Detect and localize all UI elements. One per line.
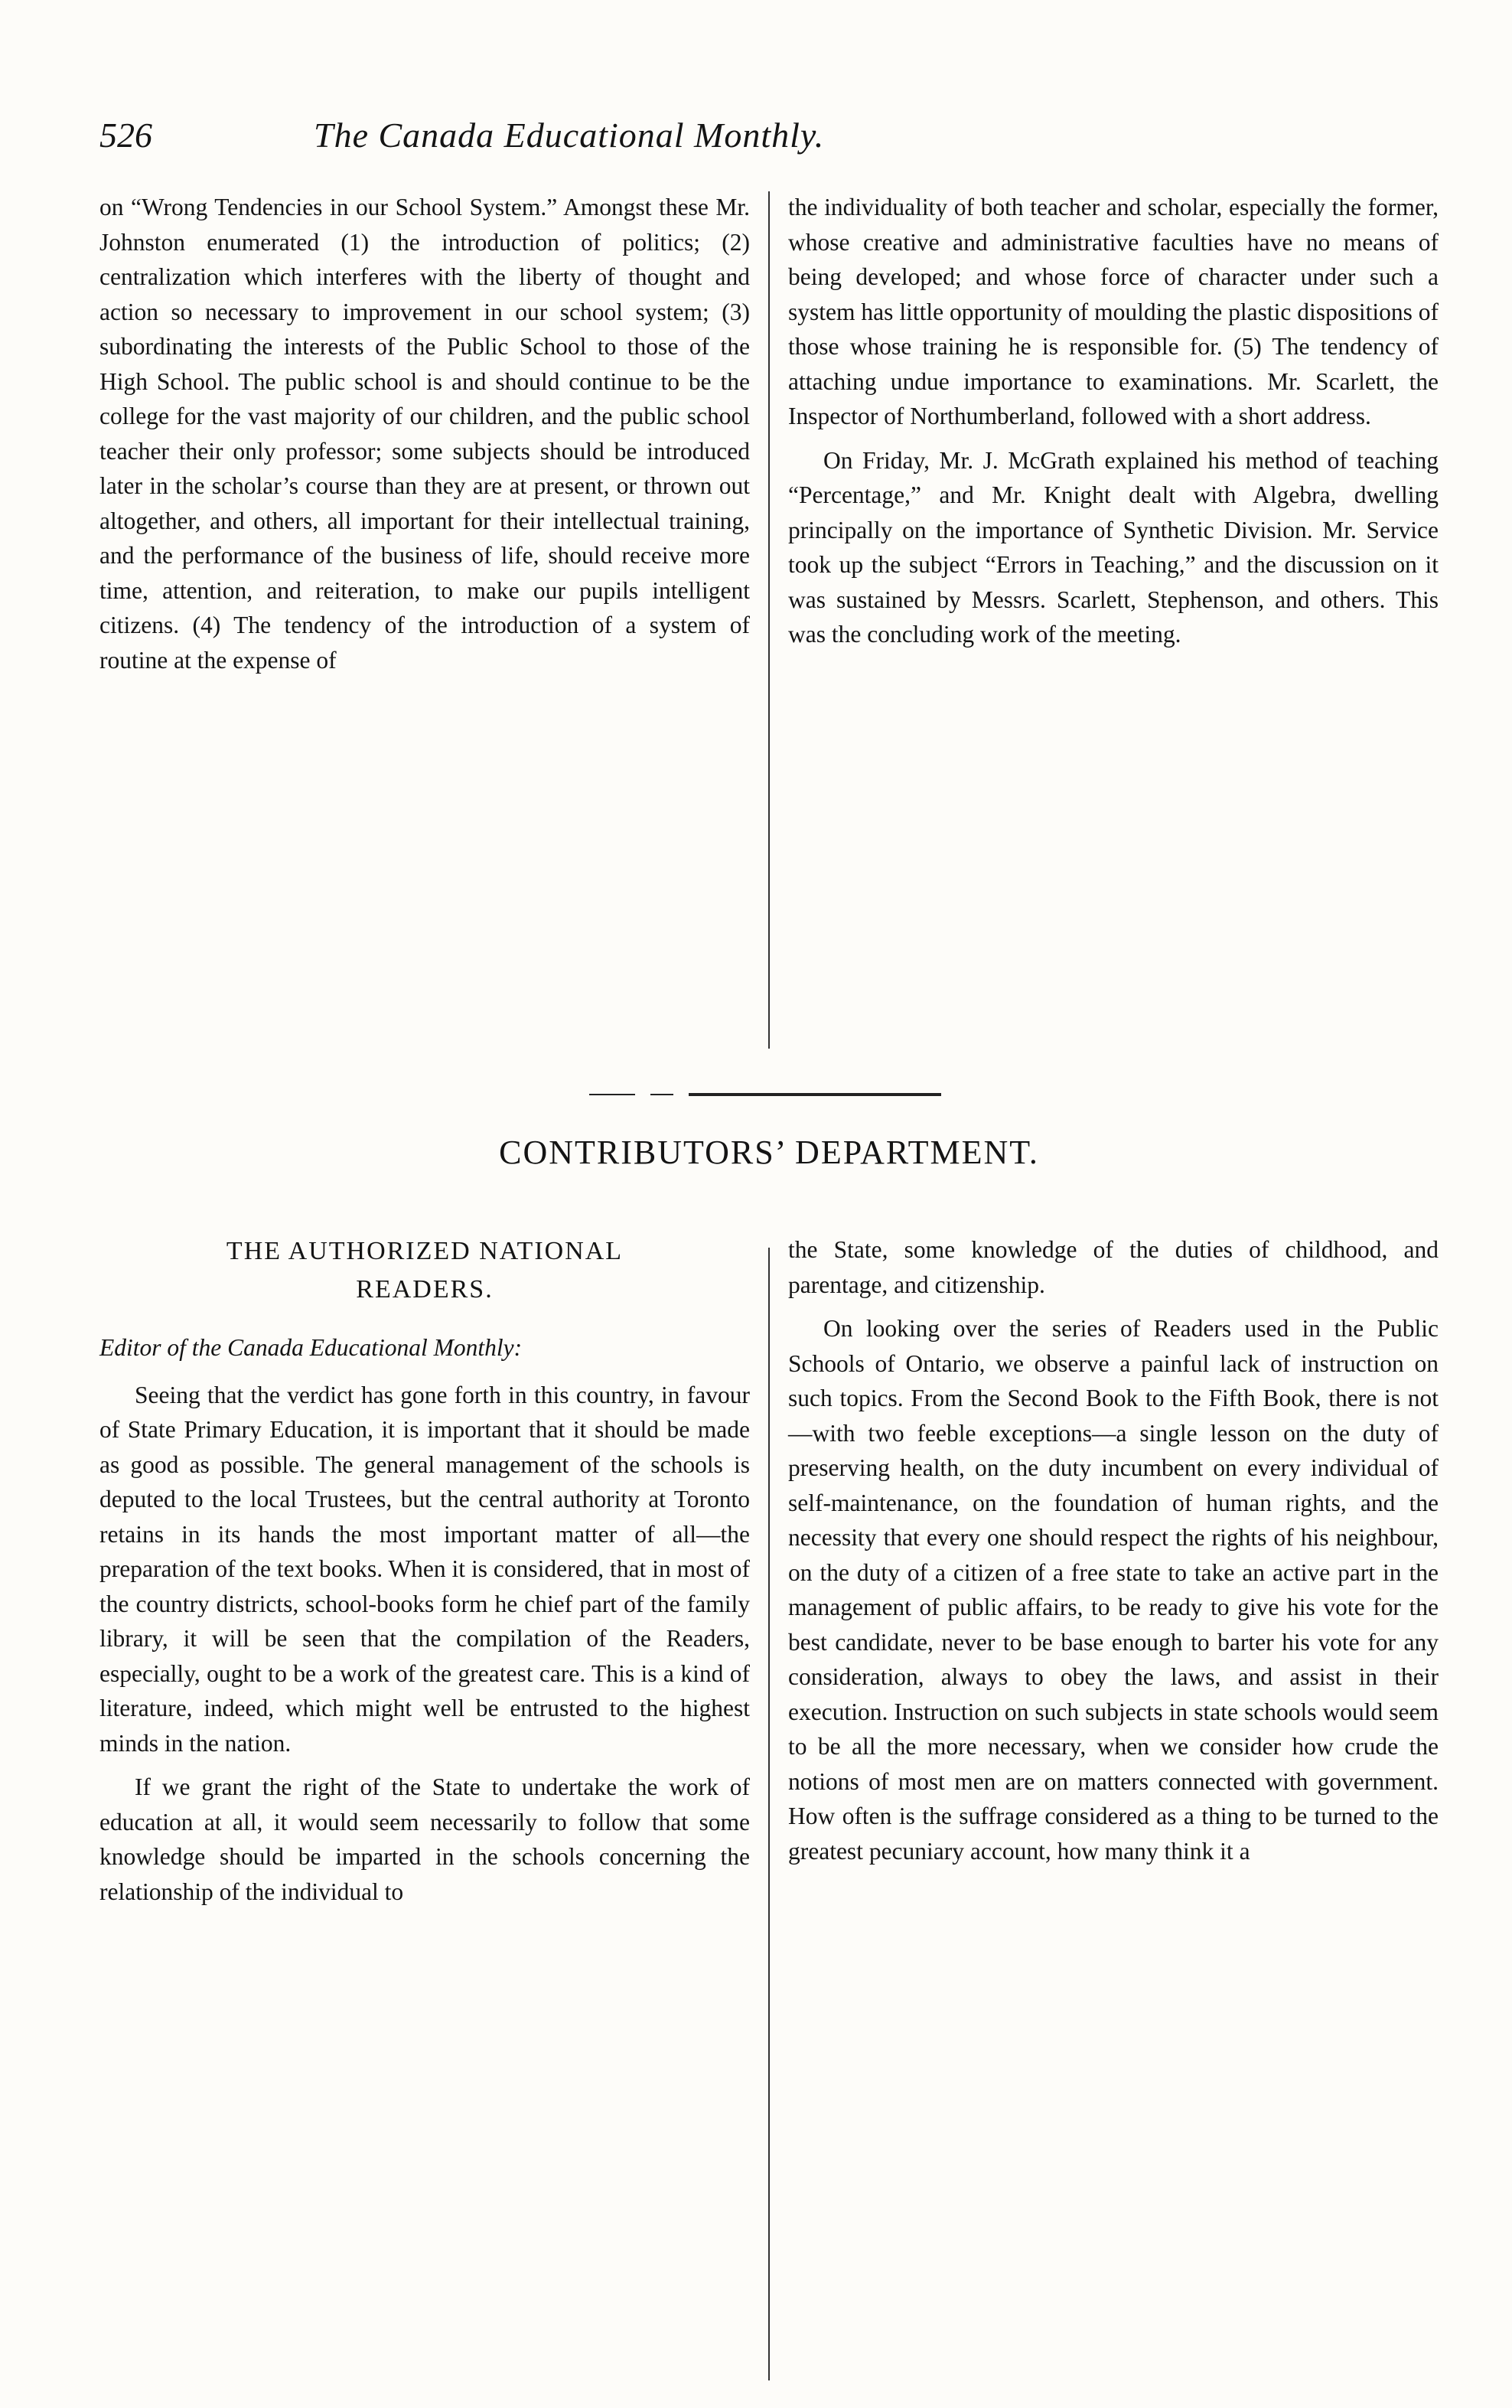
running-head — [99, 115, 1439, 168]
paragraph: the State, some knowledge of the duties of childhood, and parentage, and citizenship. — [788, 1236, 1439, 1298]
paragraph: on “Wrong Tendencies in our School System.” Amongst these Mr. Johnston enumerated (1) the introduction of politics; (2) centralization which interferes with the liberty of thought and action so necessary to improvement in our school system; (3) subordinating the interests of the Public School to those of the High School. The public school is and should continue to be the college for the vast majority of our children, and the public school teacher their only professor; some subjects should be introduced later in the scholar’s course than they are at present, or thrown out altogether, and others, all important for their intellectual training, and the performance of the business of life, should receive more time, attention, and reiteration, to make our pupils intelligent citizens. (4) The tendency of the introduction of a system of routine at the expense of — [99, 194, 750, 674]
column-rule — [768, 1248, 770, 2380]
column-rule — [768, 191, 770, 1049]
article-right-column — [788, 1232, 1439, 1909]
section-separator — [574, 1087, 956, 1102]
article-title-line: THE AUTHORIZED NATIONAL — [226, 1237, 624, 1265]
document-page — [99, 115, 1439, 1905]
article-section — [99, 1232, 1439, 1909]
salutation: Editor of the Canada Educational Monthly: — [99, 1334, 523, 1361]
article-title-line: READERS. — [356, 1275, 494, 1304]
department-heading: CONTRIBUTORS’ DEPARTMENT. — [499, 1134, 1039, 1171]
article-title — [99, 1232, 750, 1309]
top-right-column — [788, 190, 1439, 1101]
top-section — [99, 190, 1439, 1101]
paragraph: If we grant the right of the State to undertake the work of education at all, it would seem necessarily to follow that some knowledge should be imparted in the schools concerning the relationship of the individual to — [99, 1773, 750, 1905]
paragraph: the individuality of both teacher and scholar, especially the former, whose creative and administrative faculties have no means of being developed; and whose force of character under such a system has little opportunity of moulding the plastic dispositions of those whose training he is responsible for. (5) The tendency of attaching undue importance to examinations. Mr. Scarlett, the Inspector of Northumberland, followed with a short address. — [788, 194, 1439, 429]
paragraph: On looking over the series of Readers used in the Public Schools of Ontario, we observe a painful lack of instruction on such topics. From the Second Book to the Fifth Book, there is not—with two feeble exceptions—a single lesson on the duty of preserving health, on the duty incumbent on every individual of self-maintenance, on the foundation of human rights, and the necessity that every one should respect the rights of his neighbour, on the duty of a citizen of a free state to take an active part in the management of public affairs, to be ready to give his vote for the best candidate, never to be base enough to barter his vote for any consideration, always to obey the laws, and assist in their execution. Instruction on such subjects in state schools would seem to be all the more necessary, when we consider how crude the notions of most men are on matters connected with government. How often is the suffrage considered as a thing to be turned to the greatest pecuniary account, how many think it a — [788, 1315, 1439, 1865]
journal-title: The Canada Educational Monthly. — [314, 116, 825, 155]
article-left-column — [99, 1232, 750, 1909]
top-left-column — [99, 190, 750, 1101]
paragraph: On Friday, Mr. J. McGrath explained his method of teaching “Percentage,” and Mr. Knight dealt with Algebra, dwelling principally on the importance of Synthetic Division. Mr. Service took up the subject “Errors in Teaching,” and the discussion on it was sustained by Messrs. Scarlett, Stephenson, and others. This was the concluding work of the meeting. — [788, 446, 1439, 648]
page-number: 526 — [99, 116, 152, 155]
paragraph: Seeing that the verdict has gone forth in this country, in favour of State Primary Education, it is important that it should be made as good as possible. The general management of the schools is deputed to the local Trustees, but the central authority at Toronto retains in its hands the most important matter of all—the preparation of the text books. When it is considered, that in most of the country districts, school-books form he chief part of the family library, it will be seen that the compilation of the Readers, especially, ought to be a work of the greatest care. This is a kind of literature, indeed, which might well be entrusted to the highest minds in the nation. — [99, 1381, 750, 1757]
